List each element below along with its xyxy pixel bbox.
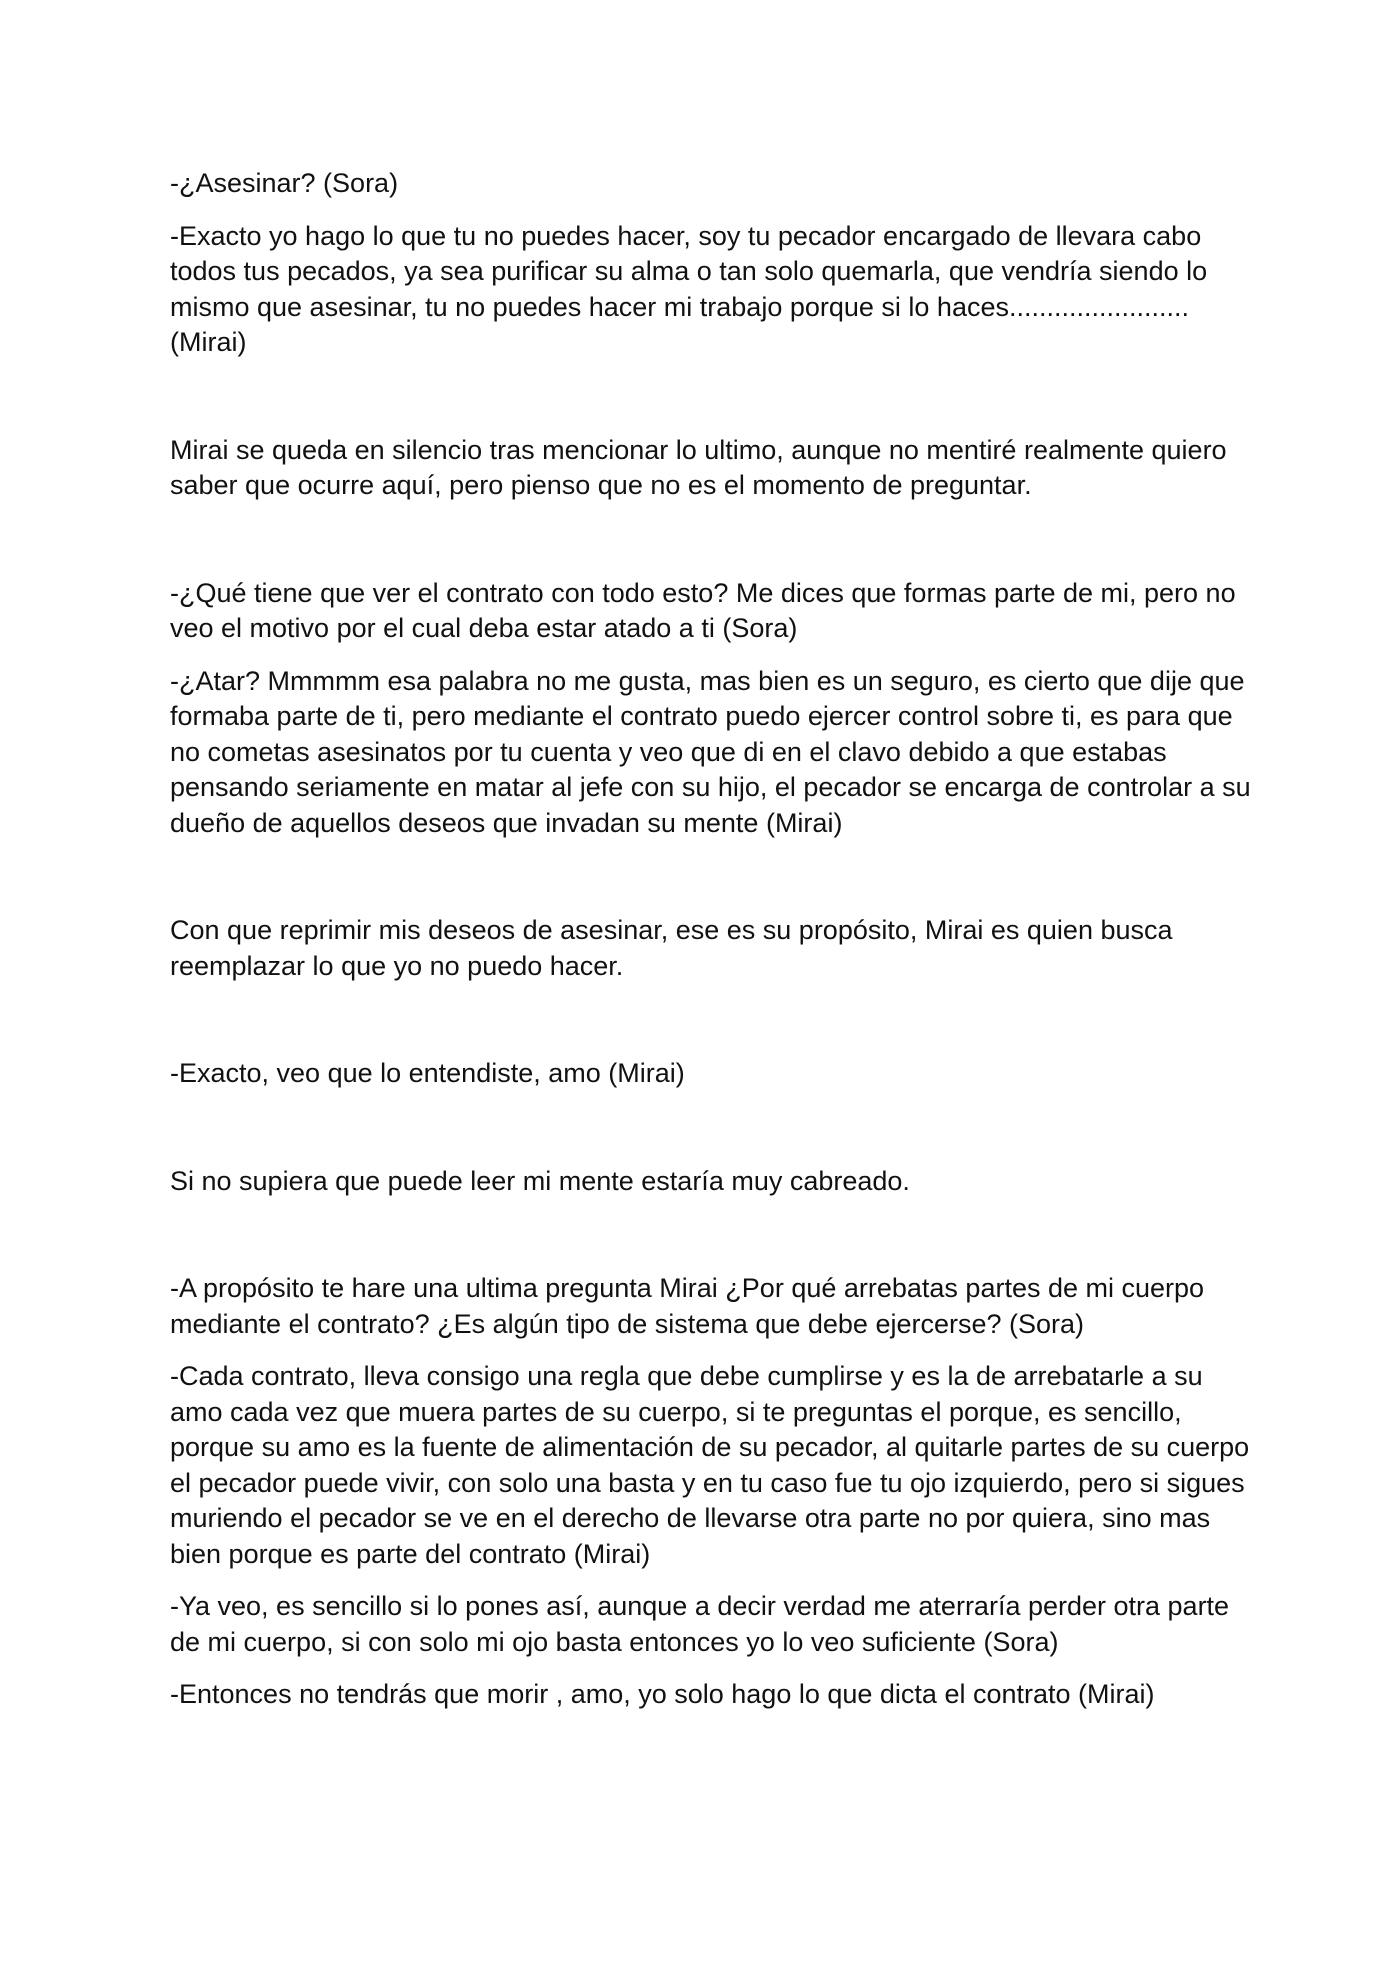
dialogue-line: -Ya veo, es sencillo si lo pones así, aunque a decir verdad me aterraría perder otra parte de mi cuerpo, si con solo mi ojo basta entonces yo lo veo suficiente (Sora) bbox=[170, 1591, 1230, 1657]
dialogue-line: -¿Atar? Mmmmm esa palabra no me gusta, mas bien es un seguro, es cierto que dije que formaba parte de ti, pero mediante el contrato puedo ejercer control sobre ti, es para que no cometas asesinatos por tu cuenta y veo que di en el clavo debido a que estabas pensando seriamente en matar al jefe con su hijo, el pecador se encarga de controlar a su dueño de aquellos deseos que invadan su mente (Mirai) bbox=[170, 665, 1251, 838]
dialogue-line: -A propósito te hare una ultima pregunta Mirai ¿Por qué arrebatas partes de mi cuerpo mediante el contrato? ¿Es algún tipo de sistema que debe ejercerse? (Sora) bbox=[170, 1273, 1205, 1339]
narration-paragraph: Mirai se queda en silencio tras mencionar lo ultimo, aunque no mentiré realmente quiero saber que ocurre aquí, pero pienso que no es el momento de preguntar. bbox=[170, 434, 1227, 500]
dialogue-line: -Cada contrato, lleva consigo una regla que debe cumplirse y es la de arrebatarle a su amo cada vez que muera partes de su cuerpo, si te preguntas el porque, es sencillo, porque su amo es la fuente de alimentación de su pecador, al quitarle partes de su cuerpo el pecador puede vivir, con solo una basta y en tu caso fue tu ojo izquierdo, pero si sigues muriendo el pecador se ve en el derecho de llevarse otra parte no por quiera, sino mas bien porque es parte del contrato (Mirai) bbox=[170, 1361, 1250, 1569]
dialogue-line: -¿Qué tiene que ver el contrato con todo esto? Me dices que formas parte de mi, pero no veo el motivo por el cual deba estar atado a ti (Sora) bbox=[170, 577, 1236, 643]
narration-paragraph: Con que reprimir mis deseos de asesinar, ese es su propósito, Mirai es quien busca reemplazar lo que yo no puedo hacer. bbox=[170, 915, 1173, 981]
dialogue-line: -Exacto yo hago lo que tu no puedes hacer, soy tu pecador encargado de llevara cabo todos tus pecados, ya sea purificar su alma o tan solo quemarla, que vendría siendo lo mismo que asesinar, tu no puedes hacer mi trabajo porque si lo haces........................ (Mirai) bbox=[170, 220, 1208, 357]
dialogue-line: -Entonces no tendrás que morir , amo, yo solo hago lo que dicta el contrato (Mirai) bbox=[170, 1679, 1155, 1709]
document-body bbox=[170, 166, 1260, 1713]
narration-paragraph: Si no supiera que puede leer mi mente estaría muy cabreado. bbox=[170, 1165, 910, 1196]
dialogue-line: -Exacto, veo que lo entendiste, amo (Mirai) bbox=[170, 1058, 685, 1088]
dialogue-line: -¿Asesinar? (Sora) bbox=[170, 168, 399, 198]
